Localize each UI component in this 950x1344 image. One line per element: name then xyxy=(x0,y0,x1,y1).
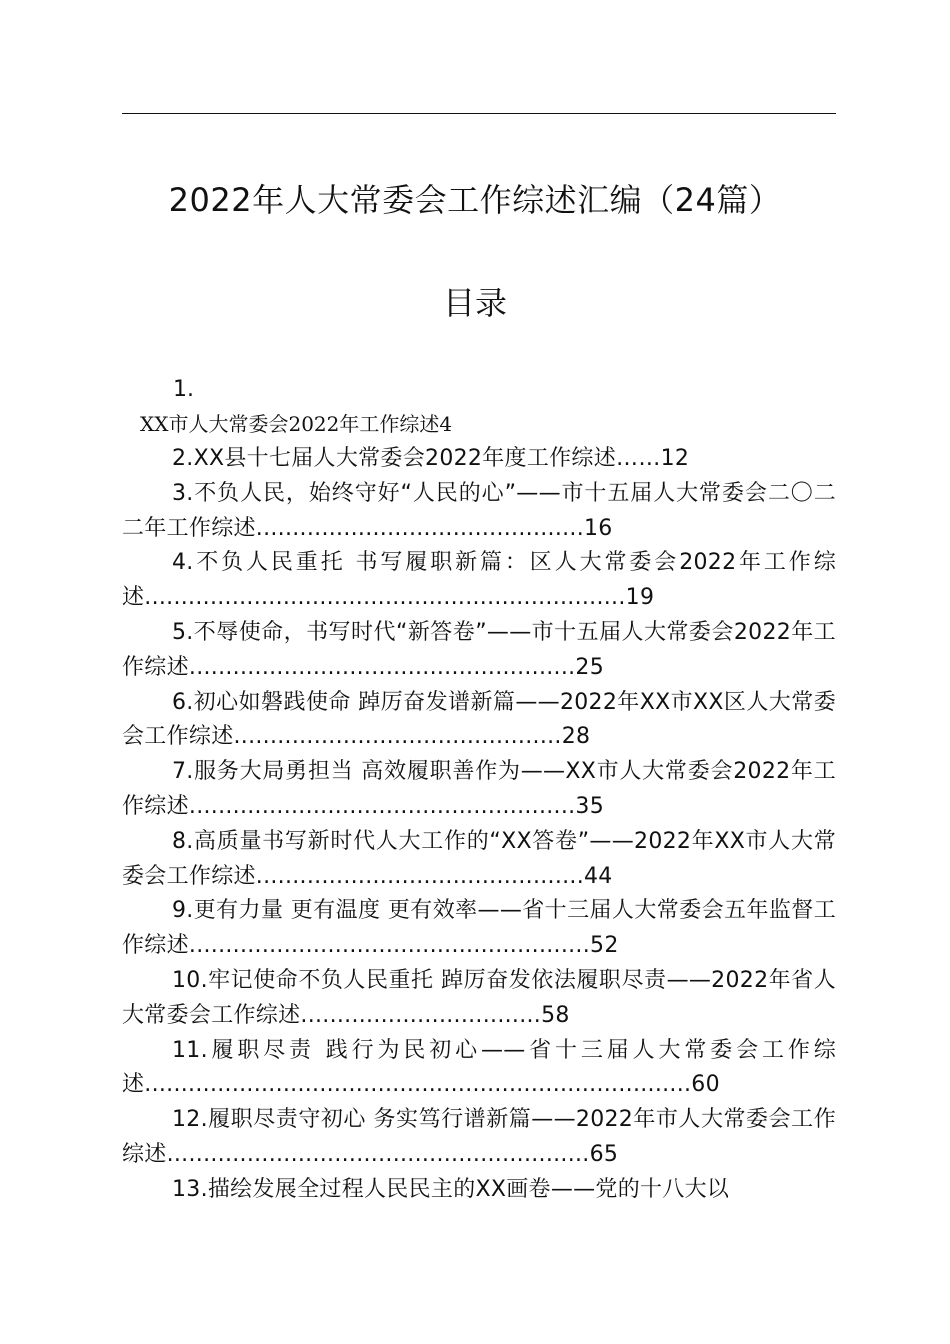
document-title: 2022年人大常委会工作综述汇编（24篇） xyxy=(168,181,782,219)
toc-entry-2[interactable]: 2.XX县十七届人大常委会2022年度工作综述……12 xyxy=(172,446,690,471)
toc-heading: 目录 xyxy=(442,284,507,322)
toc-entry-7[interactable]: 7.服务大局勇担当 高效履职善作为——XX市人大常委会2022年工作综述.....................................................35 xyxy=(122,759,836,819)
toc-entry-10[interactable]: 10.牢记使命不负人民重托 踔厉奋发依法履职尽责——2022年省人大常委会工作综述.................................58 xyxy=(122,967,836,1028)
toc-entry-9[interactable]: 9.更有力量 更有温度 更有效率——省十三届人大常委会五年监督工作综述.......................................................52 xyxy=(122,898,836,959)
toc-entry-12[interactable]: 12.履职尽责守初心 务实笃行谱新篇——2022年市人大常委会工作综述..........................................................65 xyxy=(122,1107,836,1167)
header-rule xyxy=(122,113,836,114)
toc-entry-5[interactable]: 5.不辱使命，书写时代“新答卷”——市十五届人大常委会2022年工作综述.....................................................25 xyxy=(122,619,836,680)
toc-entry-1-number[interactable]: 1. xyxy=(173,377,194,402)
toc-entry-8[interactable]: 8.高质量书写新时代人大工作的“XX答卷”——2022年XX市人大常委会工作综述.............................................44 xyxy=(122,828,836,889)
toc-entry-11[interactable]: 11.履职尽责 践行为民初心——省十三届人大常委会工作综述...........................................................................60 xyxy=(122,1037,836,1098)
toc-entry-4[interactable]: 4.不负人民重托 书写履职新篇：区人大常委会2022年工作综述..................................................................19 xyxy=(122,550,836,611)
toc-entry-6[interactable]: 6.初心如磐践使命 踔厉奋发谱新篇——2022年XX市XX区人大常委会工作综述.............................................28 xyxy=(122,689,836,750)
table-of-contents xyxy=(122,442,836,1208)
toc-entry-13[interactable]: 13.描绘发展全过程人民民主的XX画卷——党的十八大以 xyxy=(172,1176,730,1202)
toc-entry-1-title[interactable]: XX市人大常委会2022年工作综述4 xyxy=(140,412,453,436)
toc-entry-3[interactable]: 3.不负人民，始终守好“人民的心”——市十五届人大常委会二〇二二年工作综述.............................................16 xyxy=(122,480,836,541)
